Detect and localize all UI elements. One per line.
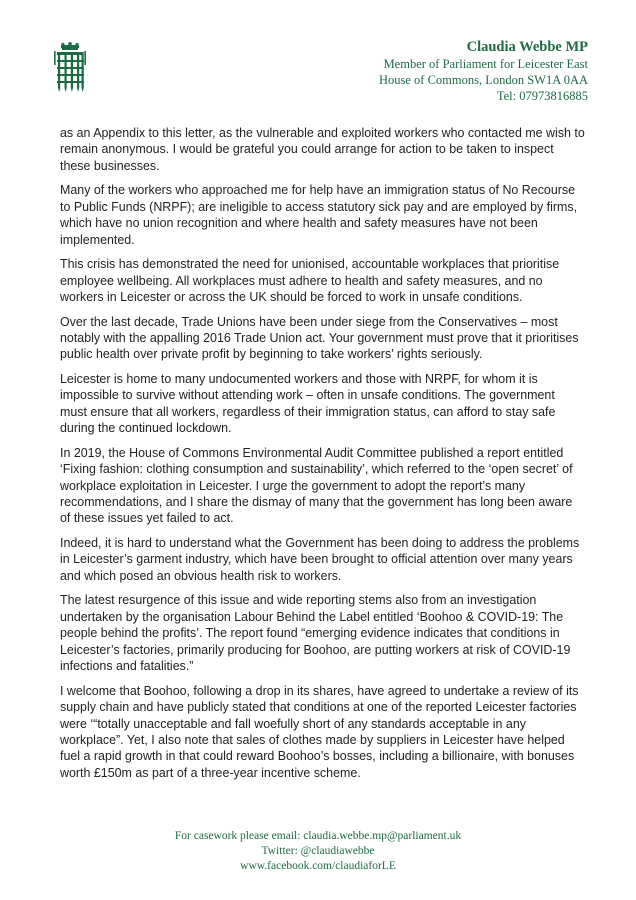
paragraph: Leicester is home to many undocumented workers and those with NRPF, for whom it is impossible to survive without attending work – often in unsafe conditions. The government must ensure that all workers, regardless of their immigration status, can afford to stay safe during the continued lockdown. xyxy=(60,372,556,436)
paragraph: This crisis has demonstrated the need for unionised, accountable workplaces that prioritise employee wellbeing. All workplaces must adhere to health and safety measures, and no workers in Leicester or across the UK should be forced to work in unsafe conditions. xyxy=(60,257,560,305)
letter-body xyxy=(60,125,585,789)
mp-address: House of Commons, London SW1A 0AA xyxy=(378,73,588,87)
facebook-link: www.facebook.com/claudiaforLE xyxy=(240,860,396,872)
mp-name: Claudia Webbe MP xyxy=(466,39,588,55)
paragraph: Many of the workers who approached me for help have an immigration status of No Recourse to Public Funds (NRPF); are ineligible to access statutory sick pay and are employed by firms, which have no union recognition and where health and safety measures have not been implemented. xyxy=(60,183,578,247)
paragraph: Over the last decade, Trade Unions have been under siege from the Conservatives – most notably with the appalling 2016 Trade Union act. Your government must prove that it prioritises public health over private profit by beginning to take workers’ rights seriously. xyxy=(60,314,579,362)
mp-telephone: Tel: 07973816885 xyxy=(496,89,588,103)
letterhead xyxy=(379,38,588,104)
paragraph: Indeed, it is hard to understand what the Government has been doing to address the problems in Leicester’s garment industry, which have been brought to official attention over many years and which posed an obvious health risk to workers. xyxy=(60,536,580,583)
paragraph: as an Appendix to this letter, as the vulnerable and exploited workers who contacted me wish to remain anonymous. I would be grateful you could arrange for action to be taken to inspect these businesses. xyxy=(60,126,585,173)
paragraph: In 2019, the House of Commons Environmental Audit Committee published a report entitled ‘Fixing fashion: clothing consumption and sustainability’, which referred to the ‘open secret’ of workplace exploitation in Leicester. I urge the government to adopt the report’s many recommendations, and I share the dismay of many that the government has long been aware of these issues yet failed to act. xyxy=(60,445,573,526)
mp-role: Member of Parliament for Leicester East xyxy=(383,57,588,71)
casework-email: For casework please email: claudia.webbe.mp@parliament.uk xyxy=(174,830,462,842)
paragraph: The latest resurgence of this issue and wide reporting stems also from an investigation undertaken by the organisation Labour Behind the Label entitled ‘Boohoo & COVID-19: The people behind the profits’. The report found “emerging evidence indicates that conditions in Leicester’s factories, primarily producing for Boohoo, are putting workers at risk of COVID-19 infections and fatalities.” xyxy=(60,593,571,674)
twitter-handle: Twitter: @claudiawebbe xyxy=(261,845,375,857)
portcullis-icon xyxy=(50,42,90,94)
paragraph: I welcome that Boohoo, following a drop in its shares, have agreed to undertake a review of its supply chain and have publicly stated that conditions at one of the reported Leicester factories were ‘“totally unacceptable and fall woefully short of any standards acceptable in any workplace”. Yet, I also note that sales of clothes made by suppliers in Leicester have helped fuel a rapid growth in that could reward Boohoo’s bosses, including a billionaire, with bonuses worth £150m as part of a three-year incentive scheme. xyxy=(60,683,579,780)
footer xyxy=(0,829,636,874)
